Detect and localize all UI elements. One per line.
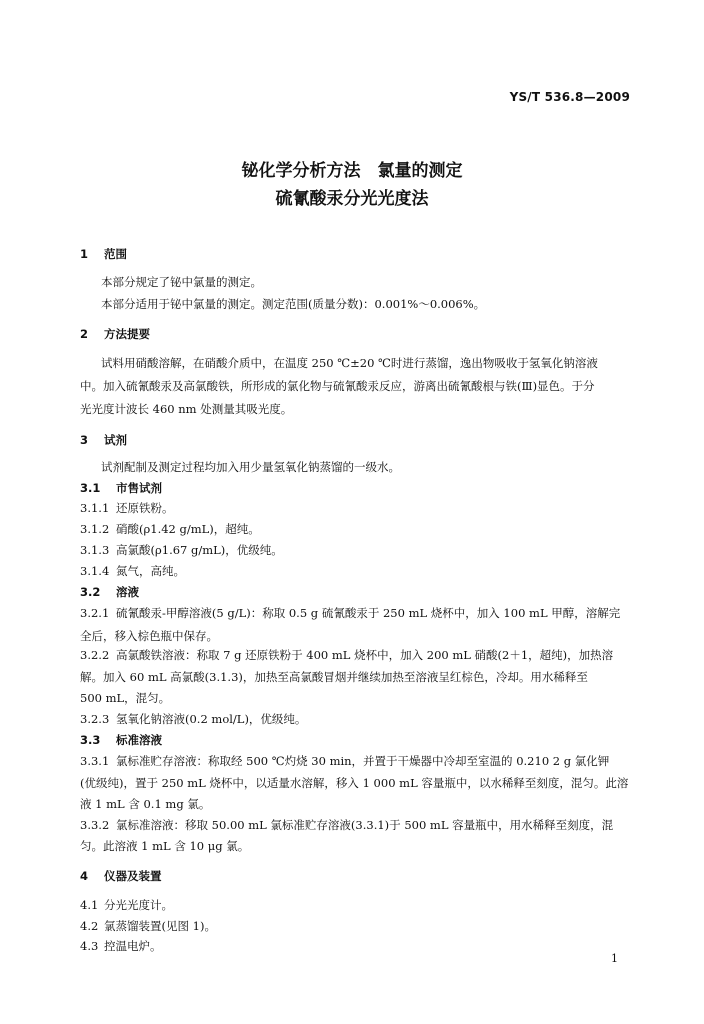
item-3-3-1-line-3: 液 1 mL 含 0.1 mg 氯。 [80,797,211,811]
section-1-para-2: 本部分适用于铋中氯量的测定。测定范围(质量分数)：0.001%～0.006%。 [101,297,486,311]
section-3-heading: 3 试剂 [80,433,127,447]
section-2-line-2: 中。加入硫氰酸汞及高氯酸铁，所形成的氯化物与硫氰酸汞反应，游离出硫氰酸根与铁(Ⅲ)显色。于分 [80,379,595,393]
section-3-2-heading: 3.2 溶液 [80,585,139,599]
item-3-3-1-line-2: (优级纯)，置于 250 mL 烧杯中，以适量水溶解，移入 1 000 mL 容量瓶中，以水稀释至刻度，混匀。此溶 [80,776,629,790]
item-3-1-4: 3.1.4 氮气，高纯。 [80,564,185,578]
item-4-3: 4.3 控温电炉。 [80,939,162,953]
item-3-2-1-line-2: 全后，移入棕色瓶中保存。 [80,629,218,643]
item-3-1-1: 3.1.1 还原铁粉。 [80,501,174,515]
item-3-3-2-line-2: 匀。此溶液 1 mL 含 10 μg 氯。 [80,839,250,853]
item-3-2-3: 3.2.3 氢氧化钠溶液(0.2 mol/L)，优级纯。 [80,712,307,726]
item-3-2-1-line-1: 3.2.1 硫氰酸汞-甲醇溶液(5 g/L)：称取 0.5 g 硫氰酸汞于 250 mL 烧杯中，加入 100 mL 甲醇，溶解完 [80,606,621,620]
title-line-1: 铋化学分析方法 氯量的测定 [241,161,463,181]
section-2-line-3: 光光度计波长 460 nm 处测量其吸光度。 [80,402,293,416]
item-3-3-2-line-1: 3.3.2 氯标准溶液：移取 50.00 mL 氯标准贮存溶液(3.3.1)于 500 mL 容量瓶中，用水稀释至刻度，混 [80,818,614,832]
section-1-heading: 1 范围 [80,247,127,261]
item-4-1: 4.1 分光光度计。 [80,898,173,912]
section-2-heading: 2 方法提要 [80,327,150,341]
item-3-1-2: 3.1.2 硝酸(ρ1.42 g/mL)，超纯。 [80,522,260,536]
section-4-heading: 4 仪器及装置 [80,869,162,883]
item-3-2-2-line-1: 3.2.2 高氯酸铁溶液：称取 7 g 还原铁粉于 400 mL 烧杯中，加入 200 mL 硝酸(2＋1，超纯)，加热溶 [80,648,614,662]
item-3-2-2-line-2: 解。加入 60 mL 高氯酸(3.1.3)，加热至高氯酸冒烟并继续加热至溶液呈红棕色，冷却。用水稀释至 [80,670,588,684]
section-3-1-heading: 3.1 市售试剂 [80,481,162,495]
title-line-2: 硫氰酸汞分光光度法 [275,189,429,209]
section-3-3-heading: 3.3 标准溶液 [80,733,162,747]
item-4-2: 4.2 氯蒸馏装置(见图 1)。 [80,919,216,933]
item-3-1-3: 3.1.3 高氯酸(ρ1.67 g/mL)，优级纯。 [80,543,283,557]
standard-number: YS/T 536.8—2009 [509,90,630,104]
item-3-3-1-line-1: 3.3.1 氯标准贮存溶液：称取经 500 ℃灼烧 30 min，并置于干燥器中冷却至室温的 0.210 2 g 氯化钾 [80,754,610,768]
section-2-line-1: 试料用硝酸溶解，在硝酸介质中，在温度 250 ℃±20 ℃时进行蒸馏，逸出物吸收于氢氧化钠溶液 [101,356,598,370]
page-number: 1 [611,952,618,965]
item-3-2-2-line-3: 500 mL，混匀。 [80,691,171,705]
section-1-para-1: 本部分规定了铋中氯量的测定。 [101,275,262,289]
section-3-intro: 试剂配制及测定过程均加入用少量氢氧化钠蒸馏的一级水。 [101,460,400,474]
